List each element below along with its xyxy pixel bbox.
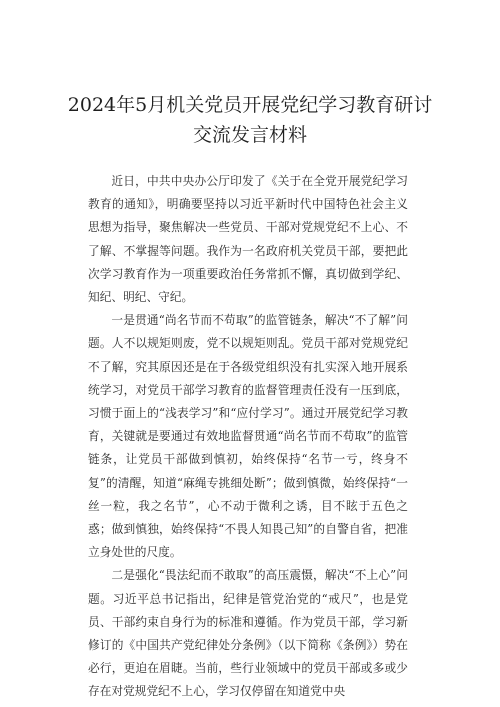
body-paragraph-2: 一是贯通“尚名节而不苟取”的监管链条，解决“不了解”问题。人不以规矩则废，党不以规矩则乱。党员干部对党规党纪不了解，究其原因还是在于各级党组织没有扎实深入地开展系统学习，对党员干部学习教育的监督管理责任没有一压到底，习惯于面上的“浅表学习”和“应付学习”。通过开展党纪学习教育，关键就是要通过有效地监督贯通“尚名节而不苟取”的监管链条，让党员干部做到慎初，始终保持“名节一亏，终身不复”的清醒，知道“麻绳专挑细处断”；做到慎微，始终保持“一丝一粒，我之名节”，心不动于微利之诱，目不眩于五色之惑；做到慎独，始终保持“不畏人知畏己知”的自警自省，把准立身处世的尺度。 xyxy=(88,313,408,560)
document-body xyxy=(88,170,408,704)
body-paragraph-1: 近日，中共中央办公厅印发了《关于在全党开展党纪学习教育的通知》，明确要坚持以习近平新时代中国特色社会主义思想为指导，聚焦解决一些党员、干部对党规党纪不上心、不了解、不掌握等问题。我作为一名政府机关党员干部，要把此次学习教育作为一项重要政治任务常抓不懈，真切做到学纪、知纪、明纪、守纪。 xyxy=(88,174,408,305)
document-title: 2024年5月机关党员开展党纪学习教育研讨交流发言材料 xyxy=(67,94,433,146)
body-paragraph-3: 二是强化“畏法纪而不敢取”的高压震慑，解决“不上心”问题。习近平总书记指出，纪律是管党治党的“戒尺”，也是党员、干部约束自身行为的标准和遵循。作为党员干部，学习新修订的《中国共产党纪律处分条例》（以下简称《条例》）势在必行，更迫在眉睫。当前，些行业领域中的党员干部或多或少存在对党规党纪不上心，学习仅停留在知道党中央 xyxy=(88,568,408,699)
